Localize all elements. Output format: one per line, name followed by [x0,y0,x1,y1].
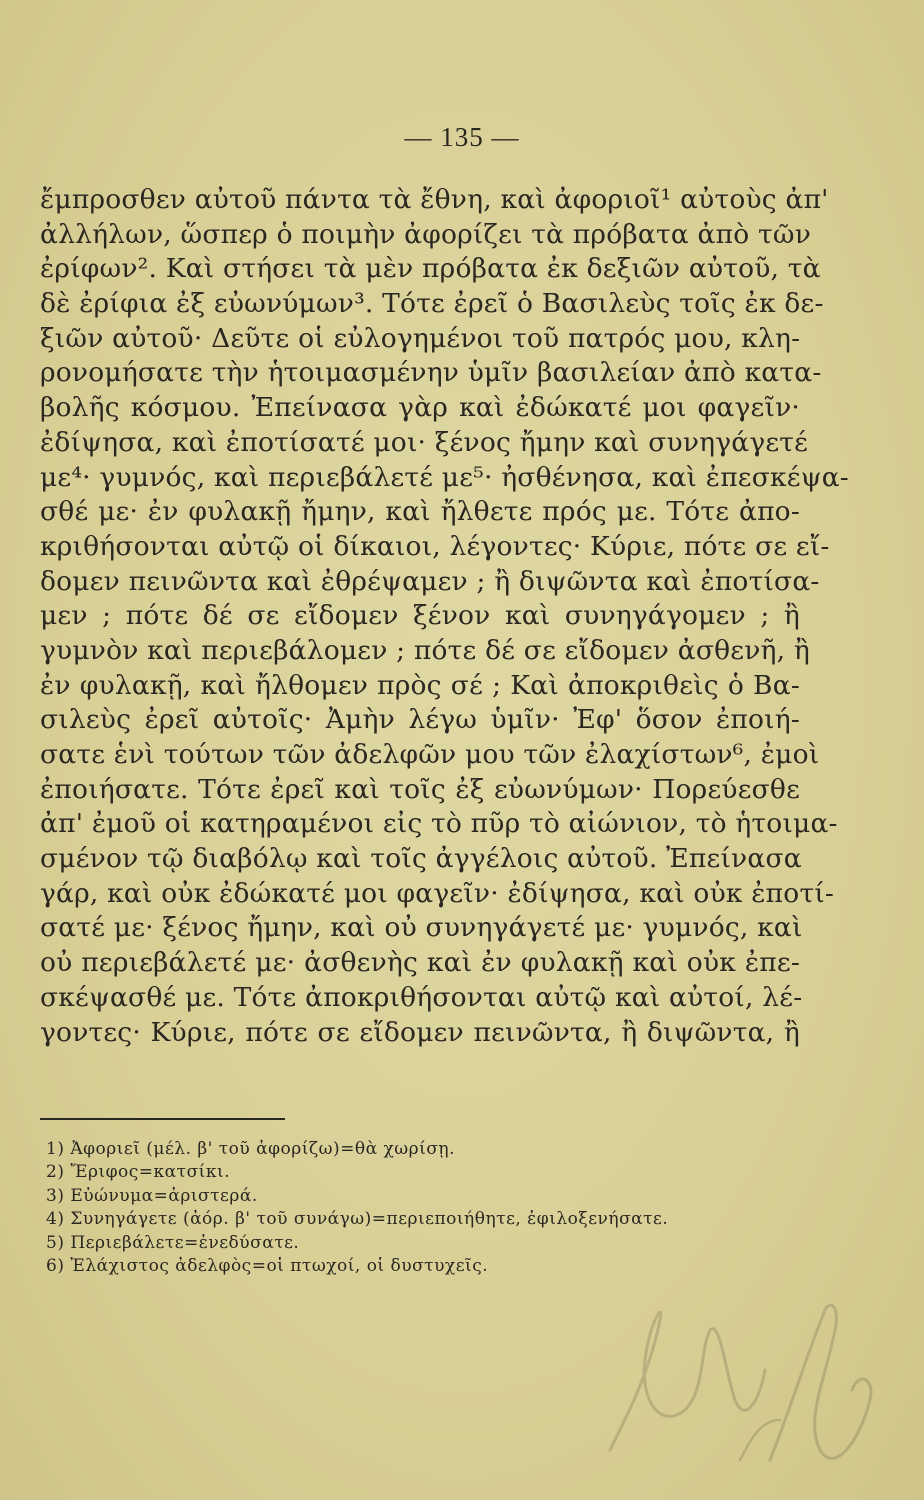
text-line: κριθήσονται αὐτῷ οἱ δίκαιοι, λέγοντες· Κύριε, πότε σε εἴ- [40,530,830,562]
text-line: δὲ ἐρίφια ἐξ εὐωνύμων³. Τότε ἐρεῖ ὁ Βασιλεὺς τοῖς ἐκ δε- [40,288,824,320]
text-line: ἐδίψησα, καὶ ἐποτίσατέ μοι· ξένος ἤμην καὶ συνηγάγετέ [40,426,809,458]
text-line: δομεν πεινῶντα καὶ ἐθρέψαμεν ; ἢ διψῶντα καὶ ἐποτίσα- [40,565,820,597]
footnote: 3) Εὐώνυμα=ἀριστερά. [46,1185,258,1206]
text-line: ἐν φυλακῇ, καὶ ἤλθομεν πρὸς σέ ; Καὶ ἀποκριθεὶς ὁ Βα- [40,669,800,701]
footnote-divider [40,1118,285,1120]
text-line: σιλεὺς ἐρεῖ αὐτοῖς· Ἀμὴν λέγω ὑμῖν· Ἐφ' ὅσον ἐποιή- [40,704,800,736]
text-line: βολῆς κόσμου. Ἐπείνασα γὰρ καὶ ἐδώκατέ μοι φαγεῖν· [40,392,800,424]
text-line: ἐρίφων². Καὶ στήσει τὰ μὲν πρόβατα ἐκ δεξιῶν αὐτοῦ, τὰ [40,253,821,285]
footnote: 4) Συνηγάγετε (ἀόρ. β' τοῦ συνάγω)=περιεποιήθητε, ἐφιλοξενήσατε. [46,1209,669,1230]
text-line: γυμνὸν καὶ περιεβάλομεν ; πότε δέ σε εἴδομεν ἀσθενῆ, ἢ [40,634,810,666]
footnote: 5) Περιεβάλετε=ἐνεδύσατε. [46,1232,300,1253]
footnote: 2) Ἔριφος=κατσίκι. [46,1162,231,1183]
text-line: μεν ; πότε δέ σε εἴδομεν ξένον καὶ συνηγάγομεν ; ἢ [40,600,800,632]
text-line: σθέ με· ἐν φυλακῇ ἤμην, καὶ ἤλθετε πρός με. Τότε ἀπο- [40,496,800,528]
body-text [40,183,849,1050]
text-line: οὐ περιεβάλετέ με· ἀσθενὴς καὶ ἐν φυλακῇ καὶ οὐκ ἐπε- [40,947,800,979]
text-line: σμένον τῷ διαβόλῳ καὶ τοῖς ἀγγέλοις αὐτοῦ. Ἐπείνασα [40,843,802,875]
footnotes [46,1138,806,1278]
text-line: ἀλλήλων, ὥσπερ ὁ ποιμὴν ἀφορίζει τὰ πρόβατα ἀπὸ τῶν [40,218,812,250]
text-line: ἔμπροσθεν αὐτοῦ πάντα τὰ ἔθνη, καὶ ἀφοριοῖ¹ αὐτοὺς ἀπ' [40,184,829,215]
page-number: — 135 — [404,122,520,152]
text-line: ρονομήσατε τὴν ἡτοιμασμένην ὑμῖν βασιλείαν ἀπὸ κατα- [40,357,822,389]
text-line: σατε ἑνὶ τούτων τῶν ἀδελφῶν μου τῶν ἐλαχίστων⁶, ἐμοὶ [40,739,820,770]
text-line: ἀπ' ἐμοῦ οἱ κατηραμένοι εἰς τὸ πῦρ τὸ αἰώνιον, τὸ ἡτοιμα- [40,808,838,840]
text-line: ἐποιήσατε. Τότε ἐρεῖ καὶ τοῖς ἐξ εὐωνύμων· Πορεύεσθε [40,773,800,805]
text-line: γοντες· Κύριε, πότε σε εἴδομεν πεινῶντα, ἢ διψῶντα, ἢ [40,1016,800,1048]
text-line: ξιῶν αὐτοῦ· Δεῦτε οἱ εὐλογημένοι τοῦ πατρός μου, κλη- [40,322,801,354]
text-line: με⁴· γυμνός, καὶ περιεβάλετέ με⁵· ἠσθένησα, καὶ ἐπεσκέψα- [40,461,849,493]
footnote: 1) Ἀφοριεῖ (μέλ. β' τοῦ ἀφορίζω)=θὰ χωρίσῃ. [46,1139,456,1159]
footnote: 6) Ἐλάχιστος ἀδελφὸς=οἱ πτωχοί, οἱ δυστυχεῖς. [46,1255,489,1276]
text-line: σατέ με· ξένος ἤμην, καὶ οὐ συνηγάγετέ με· γυμνός, καὶ [40,912,803,944]
handwritten-signature [590,1260,890,1500]
text-line: γάρ, καὶ οὐκ ἐδώκατέ μοι φαγεῖν· ἐδίψησα, καὶ οὐκ ἐποτί- [40,877,835,909]
text-line: σκέψασθέ με. Τότε ἀποκριθήσονται αὐτῷ καὶ αὐτοί, λέ- [40,981,803,1013]
